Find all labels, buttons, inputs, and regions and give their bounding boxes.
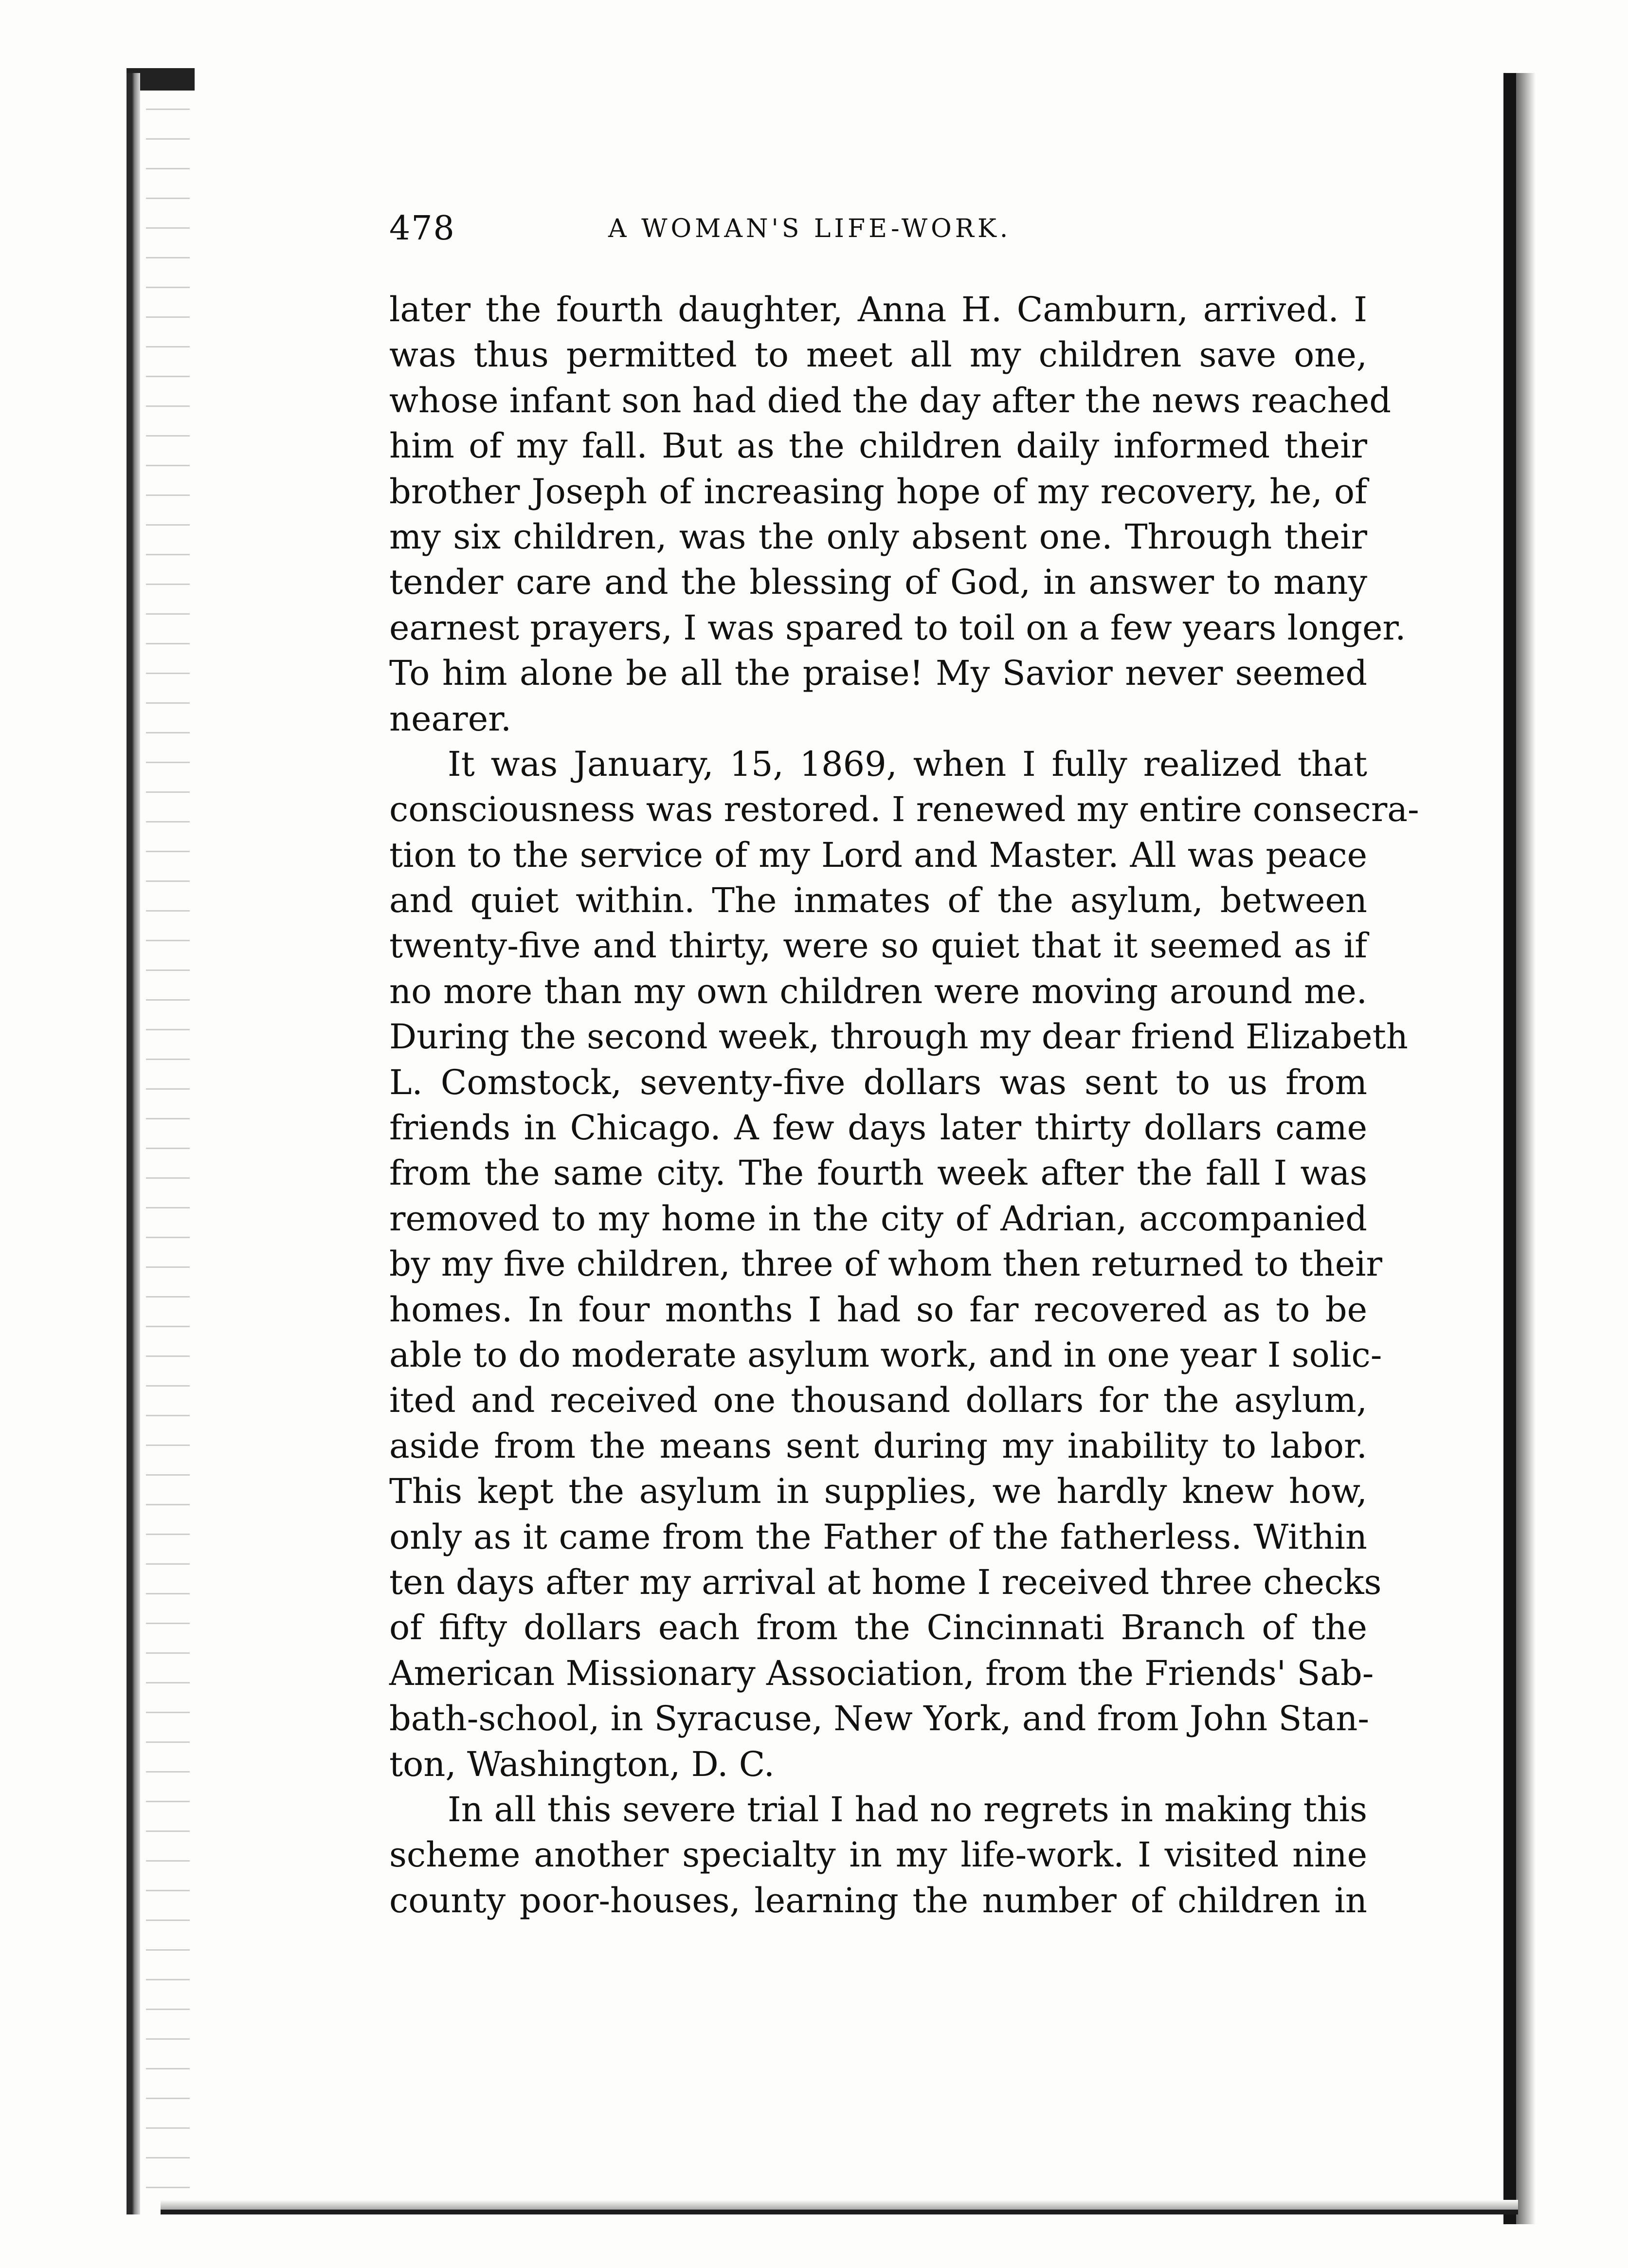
text-line: To him alone be all the praise! My Savior never seemed [389,653,1367,694]
text-line: whose infant son had died the day after the news reached [389,380,1392,421]
text-line: In all this severe trial I had no regrets in making this [448,1789,1367,1829]
text-line: friends in Chicago. A few days later thirty dollars came [389,1108,1367,1148]
text-line: ton, Washington, D. C. [389,1744,775,1784]
running-title: A WOMAN'S LIFE-WORK. [608,214,1012,243]
page-edge-bottom-shadow [161,2200,1518,2210]
page-edge-bottom [161,2210,1518,2214]
text-line: aside from the means sent during my inability to labor. [389,1426,1367,1466]
text-line: During the second week, through my dear friend Elizabeth [389,1017,1408,1057]
text-line: only as it came from the Father of the fatherless. Within [389,1517,1367,1557]
text-line: of fifty dollars each from the Cincinnati Branch of the [389,1608,1367,1648]
text-line: ited and received one thousand dollars for the asylum, [389,1380,1367,1421]
text-line: ten days after my arrival at home I received three checks [389,1562,1382,1602]
text-line: L. Comstock, seventy-five dollars was sent to us from [389,1062,1367,1102]
text-line: consciousness was restored. I renewed my entire consecra- [389,789,1419,830]
page-edge-right [1503,73,1516,2224]
text-line: nearer. [389,698,512,739]
text-line: scheme another specialty in my life-work. I visited nine [389,1835,1367,1875]
text-line: This kept the asylum in supplies, we hardly knew how, [389,1471,1367,1512]
text-line: removed to my home in the city of Adrian, accompanied [389,1198,1367,1239]
body-text [389,287,1419,1923]
text-line: bath-school, in Syracuse, New York, and from John Stan- [389,1699,1370,1739]
text-line: my six children, was the only absent one. Through their [389,516,1367,557]
page-edge-shadow [1516,73,1536,2224]
text-line: tender care and the blessing of God, in answer to many [389,562,1367,603]
text-line: from the same city. The fourth week after the fall I was [389,1153,1367,1193]
binding-edge [127,73,140,2214]
text-line: by my five children, three of whom then returned to their [389,1244,1383,1284]
text-line: American Missionary Association, from the Friends' Sab- [389,1653,1374,1693]
scan-specks [146,97,190,2190]
running-header [389,209,1362,263]
page-number: 478 [389,209,455,248]
text-line: was thus permitted to meet all my children save one, [389,335,1367,375]
text-line: brother Joseph of increasing hope of my recovery, he, of [389,471,1367,512]
text-line: It was January, 15, 1869, when I fully realized that [448,744,1367,784]
text-line: earnest prayers, I was spared to toil on a few years longer. [389,607,1406,648]
text-line: able to do moderate asylum work, and in one year I solic- [389,1335,1382,1375]
text-line: homes. In four months I had so far recovered as to be [389,1289,1367,1330]
text-line: him of my fall. But as the children daily informed their [389,426,1367,466]
text-line: later the fourth daughter, Anna H. Camburn, arrived. I [389,290,1367,329]
text-line: county poor-houses, learning the number of children in [389,1880,1367,1920]
text-line: no more than my own children were moving around me. [389,971,1367,1011]
text-line: twenty-five and thirty, were so quiet that it seemed as if [389,926,1367,966]
text-line: and quiet within. The inmates of the asylum, between [389,880,1367,921]
text-line: tion to the service of my Lord and Master. All was peace [389,835,1367,875]
